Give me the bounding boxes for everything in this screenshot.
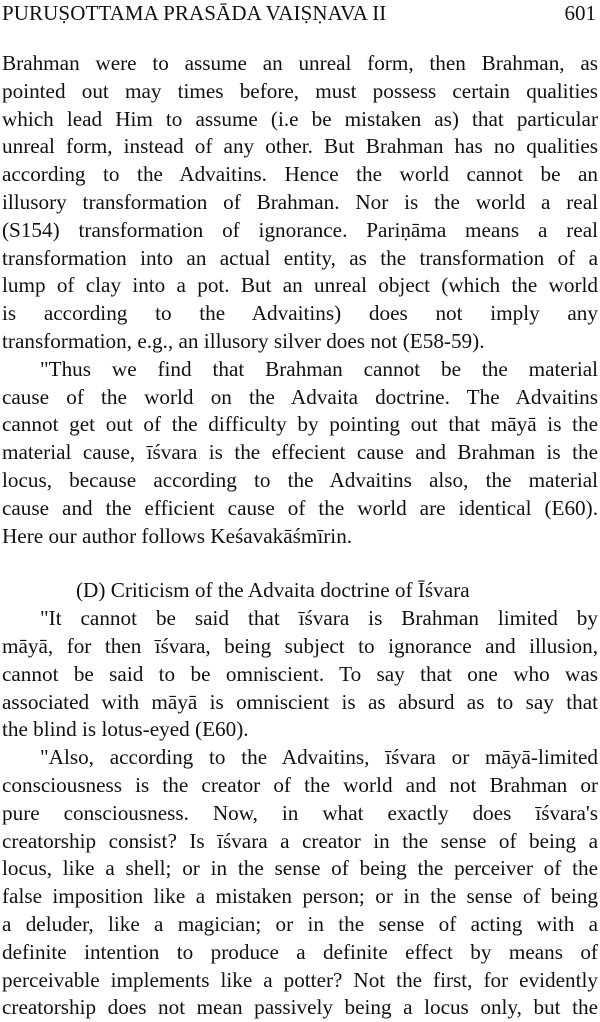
text-line: the blind is lotus-eyed (E60). xyxy=(2,717,249,742)
text-line: cannot get out of the difficulty by pointing out that māyā is the xyxy=(2,412,598,437)
text-line: locus, because according to the Advaitins also, the material xyxy=(2,467,598,492)
running-head: PURUṢOTTAMA PRASĀDA VAIṢṆAVA II xyxy=(2,1,387,25)
text-line: "It cannot be said that īśvara is Brahman limited by xyxy=(40,606,598,631)
text-line: cause of the world on the Advaita doctrine. The Advaitins xyxy=(2,384,598,409)
text-line: pointed out may times before, must possess certain qualities xyxy=(2,78,598,103)
text-line: lump of clay into a pot. But an unreal object (which the world xyxy=(2,273,598,298)
text-line: māyā, for then īśvara, being subject to ignorance and illusion, xyxy=(2,633,598,658)
section-heading: (D) Criticism of the Advaita doctrine of Īśvara xyxy=(76,578,470,603)
paragraph xyxy=(2,744,598,1022)
text-line: false imposition like a mistaken person; or in the sense of being xyxy=(2,884,598,909)
text-line: Here our author follows Keśavakāśmīrin. xyxy=(2,523,353,548)
paragraph xyxy=(2,356,598,551)
text-line: which lead Him to assume (i.e be mistaken as) that particular xyxy=(2,106,598,131)
text-line: according to the Advaitins. Hence the world cannot be an xyxy=(2,162,598,187)
text-line: pure consciousness. Now, in what exactly does īśvara's xyxy=(2,800,598,825)
text-line: is according to the Advaitins) does not imply any xyxy=(2,301,598,326)
body-text xyxy=(2,50,598,1022)
text-line: creatorship consist? Is īśvara a creator in the sense of being a xyxy=(2,828,598,853)
text-line: perceivable implements like a potter? Not the first, for evidently xyxy=(2,967,598,992)
text-line: material cause, īśvara is the effecient cause and Brahman is the xyxy=(2,440,598,465)
text-line: transformation, e.g., an illusory silver does not (E58-59). xyxy=(2,328,485,353)
text-line: "Thus we find that Brahman cannot be the material xyxy=(40,356,598,381)
text-line: definite intention to produce a definite effect by means of xyxy=(2,939,598,964)
text-line: a deluder, like a magician; or in the sense of acting with a xyxy=(2,911,598,936)
text-line: cannot be said to be omniscient. To say that one who was xyxy=(2,661,598,686)
page-number: 601 xyxy=(564,1,596,25)
section xyxy=(2,577,598,744)
text-line: Brahman were to assume an unreal form, then Brahman, as xyxy=(2,51,598,75)
text-line: (S154) transformation of ignorance. Pariṇāma means a real xyxy=(2,217,598,242)
text-line: illusory transformation of Brahman. Nor is the world a real xyxy=(2,189,598,214)
text-line: unreal form, instead of any other. But Brahman has no qualities xyxy=(2,134,598,159)
paragraph xyxy=(2,50,598,356)
text-line: consciousness is the creator of the world and not Brahman or xyxy=(2,772,598,797)
text-line: creatorship does not mean passively being a locus only, but the xyxy=(2,995,598,1020)
text-line: "Also, according to the Advaitins, īśvara or māyā-limited xyxy=(40,745,598,770)
text-line: locus, like a shell; or in the sense of being the perceiver of the xyxy=(2,856,598,881)
page-header xyxy=(0,0,600,34)
text-line: transformation into an actual entity, as the transformation of a xyxy=(2,245,598,270)
section-gap xyxy=(2,550,598,577)
text-line: cause and the efficient cause of the world are identical (E60). xyxy=(2,495,598,520)
text-line: associated with māyā is omniscient is as absurd as to say that xyxy=(2,689,598,714)
